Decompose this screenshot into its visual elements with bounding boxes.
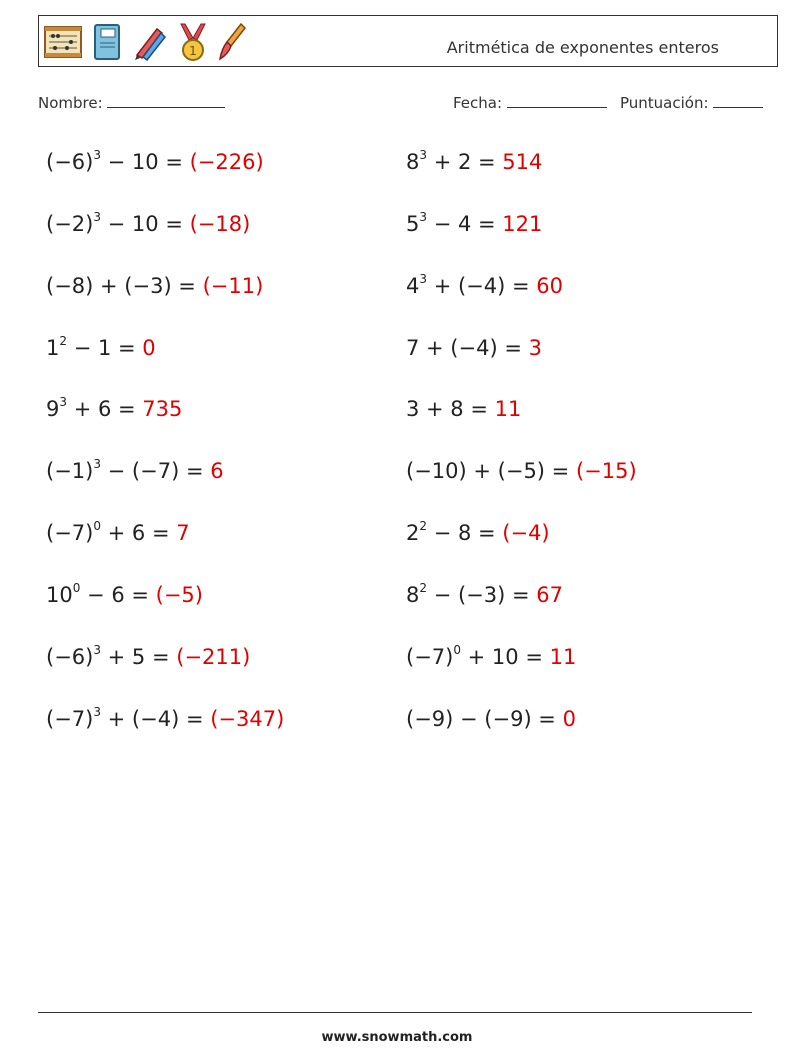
problem-right-5: 3 + 8 = 11 [406,397,522,421]
icon-row [43,20,249,64]
answer: (−18) [189,212,251,236]
problem-left-4: $1^2 - 1 = 0$ [46,334,156,360]
problem-right-3: $4^3 + (-4) = 60$ [406,272,563,298]
medal-icon [177,22,209,62]
date-blank [507,93,607,108]
problem-right-2: $5^3 - 4 = 121$ [406,210,543,236]
problem-left-9: $(-6)^3 + 5 = (-211)$ [46,643,251,669]
score-field [620,93,763,112]
svg-text:1: 1 [189,44,197,58]
answer: 121 [502,212,543,236]
answer: (−11) [202,274,264,298]
problem-right-6: (−10) + (−5) = (−15) [406,459,637,483]
problem-left-8: $10^0 - 6 = (-5)$ [46,581,203,607]
answer: (−15) [575,459,637,483]
score-label: Puntuación: [620,94,709,112]
answer: 3 [528,336,542,360]
answer: 514 [502,150,543,174]
problem-left-10: $(-7)^3 + (-4) = (-347)$ [46,705,285,731]
footer-divider [38,1012,752,1013]
answer: 735 [142,397,183,421]
name-blank [107,93,225,108]
abacus-icon [43,24,83,60]
problem-left-2: $(-2)^3 - 10 = (-18)$ [46,210,251,236]
book-icon [91,23,123,61]
problem-right-7: $2^2 - 8 = (-4)$ [406,519,550,545]
answer: 7 [176,521,190,545]
answer: 0 [562,707,576,731]
problem-right-4: 7 + (−4) = 3 [406,336,542,360]
answer: (−347) [210,707,285,731]
date-field [453,93,607,112]
header-box [38,15,778,67]
answer: 11 [549,645,577,669]
problem-left-3: (−8) + (−3) = (−11) [46,274,264,298]
paintbrush-icon [217,22,249,62]
answer: (−4) [502,521,550,545]
pencils-icon [131,23,169,61]
answer: 0 [142,336,156,360]
name-field [38,93,225,112]
answer: (−226) [189,150,264,174]
score-blank [713,93,763,108]
date-label: Fecha: [453,94,503,112]
problem-left-5: $9^3 + 6 = 735$ [46,395,183,421]
problem-right-1: $8^3 + 2 = 514$ [406,148,543,174]
footer-url[interactable]: www.snowmath.com [321,1030,473,1045]
answer: (−211) [176,645,251,669]
answer: 6 [210,459,224,483]
answer: 60 [536,274,563,298]
problem-left-6: $(-1)^3 - (-7) = 6$ [46,457,224,483]
problem-right-9: $(-7)^0 + 10 = 11$ [406,643,577,669]
name-label: Nombre: [38,94,103,112]
worksheet-title: Aritmética de exponentes enteros [446,38,719,57]
answer: (−5) [155,583,203,607]
problem-right-8: $8^2 - (-3) = 67$ [406,581,563,607]
problem-right-10: (−9) − (−9) = 0 [406,707,576,731]
problem-left-1: $(-6)^3 - 10 = (-226)$ [46,148,264,174]
answer: 67 [536,583,563,607]
problem-left-7: $(-7)^0 + 6 = 7$ [46,519,190,545]
answer: 11 [494,397,522,421]
